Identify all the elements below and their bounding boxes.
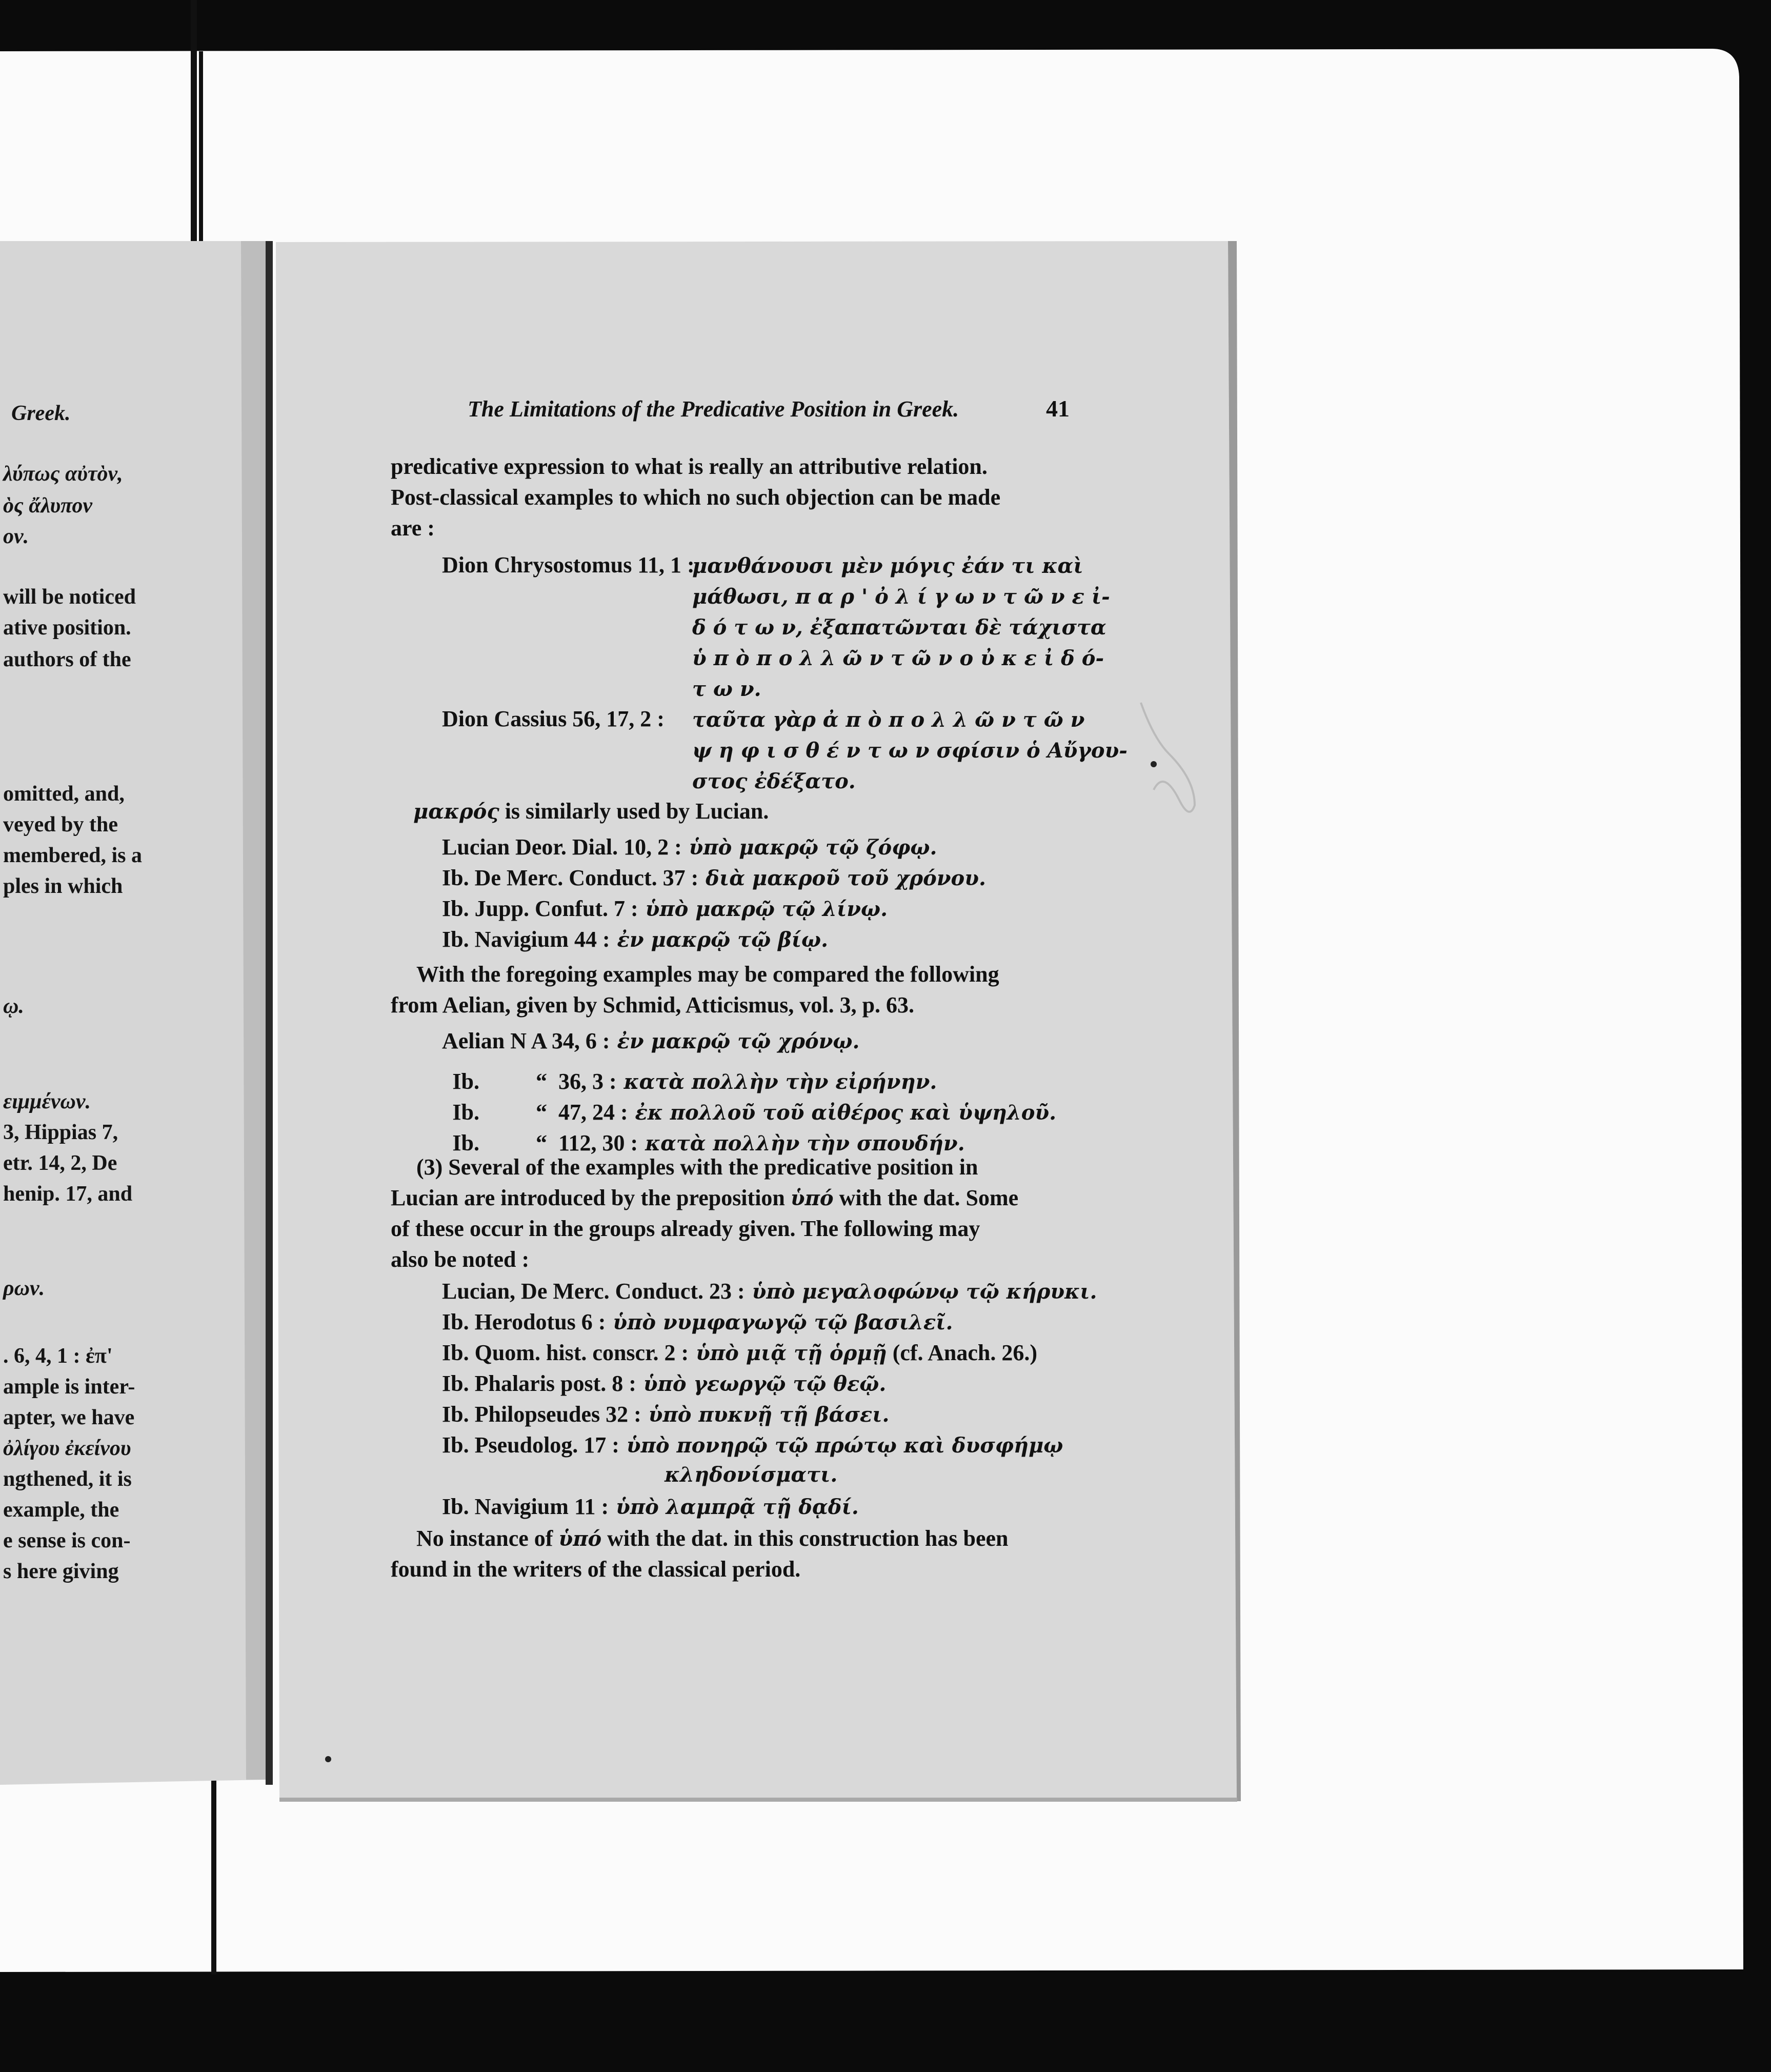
body-text: with the dat. Some [833, 1185, 1019, 1210]
greek-quote: ὑπὸ πυκνῇ τῇ βάσει. [641, 1403, 890, 1427]
example-line [442, 895, 888, 922]
page-number: 41 [1046, 395, 1070, 422]
greek-quote-line: τ ω ν. [692, 677, 761, 701]
left-fragment: λύπως αὐτὸν, [3, 462, 123, 486]
left-fragment: . 6, 4, 1 : ἐπ' [3, 1344, 113, 1368]
greek-quote-line: στος ἐδέξατο. [692, 769, 856, 793]
makros-line [413, 798, 769, 824]
citation-source: Lucian, De Merc. Conduct. 23 : [442, 1279, 745, 1304]
citation-source: Ib. Phalaris post. 8 : [442, 1371, 636, 1396]
body-line: of these occur in the groups already given. The following may [391, 1216, 980, 1241]
citation-source: Ib. “ 36, 3 : [452, 1069, 617, 1094]
citation-source: Ib. Philopseudes 32 : [442, 1402, 641, 1427]
example-line [442, 1493, 859, 1520]
running-head: The Limitations of the Predicative Position in Greek. [468, 396, 959, 422]
citation-source: Ib. De Merc. Conduct. 37 : [442, 865, 699, 890]
left-fragment: ngthened, it is [3, 1467, 132, 1491]
citation-source: Aelian N A 34, 6 : [442, 1028, 610, 1053]
citation-source: Dion Chrysostomus 11, 1 : [442, 552, 695, 577]
citation-note: (cf. Anach. 26.) [887, 1340, 1037, 1365]
greek-quote-line: ταῦτα γὰρ ἀ π ὸ π ο λ λ ῶ ν τ ῶ ν [692, 708, 1085, 732]
left-fragment: apter, we have [3, 1406, 135, 1429]
left-fragment: ative position. [3, 616, 131, 640]
left-fragment: ειμμένων. [3, 1090, 91, 1113]
greek-quote-line: δ ό τ ω ν, ἐξαπατῶνται δὲ τάχιστα [692, 615, 1106, 640]
example-line [442, 1401, 889, 1427]
greek-quote: διὰ μακροῦ τοῦ χρόνου. [698, 866, 986, 890]
greek-quote: ὑπὸ νυμφαγωγῷ τῷ βασιλεῖ. [606, 1310, 953, 1334]
greek-term: ὑπό [790, 1186, 834, 1210]
body-line: predicative expression to what is really an attributive relation. [391, 454, 988, 479]
greek-quote: ἐν μακρῷ τῷ βίῳ. [610, 928, 829, 952]
left-fragment: Greek. [11, 402, 71, 425]
greek-quote-line: μανθάνουσι μὲν μόγις ἐάν τι καὶ [692, 554, 1083, 578]
example-line [442, 1309, 953, 1335]
greek-quote-line: ψ η φ ι σ θ έ ν τ ω ν σφίσιν ὁ Αὔγου- [692, 739, 1128, 763]
body-line: (3) Several of the examples with the predicative position in [416, 1154, 978, 1180]
greek-quote: κατὰ πολλὴν τὴν εἰρήνην. [616, 1070, 937, 1094]
left-fragment: ὸς ἄλυπον [3, 494, 93, 517]
greek-quote: ἐκ πολλοῦ τοῦ αἰθέρος καὶ ὑψηλοῦ. [628, 1101, 1057, 1125]
body-line [391, 1185, 1018, 1211]
citation-source: Ib. “ 47, 24 : [452, 1100, 628, 1125]
greek-quote-line: κληδονίσματι. [665, 1463, 838, 1487]
citation-source: Ib. “ 112, 30 : [452, 1130, 638, 1155]
greek-term: ὑπό [558, 1527, 602, 1551]
greek-quote-line: ὑ π ὸ π ο λ λ ῶ ν τ ῶ ν ο ὐ κ ε ἰ δ ό- [692, 646, 1104, 670]
left-fragment: example, the [3, 1498, 119, 1522]
citation-source: Ib. Navigium 44 : [442, 927, 610, 952]
citation-source: Ib. Herodotus 6 : [442, 1309, 606, 1334]
body-line: With the foregoing examples may be compared the following [416, 962, 999, 987]
left-fragment: ples in which [3, 874, 123, 898]
citation-source: Ib. Quom. hist. conscr. 2 : [442, 1340, 689, 1365]
body-line [416, 1525, 1008, 1551]
left-fragment: veyed by the [3, 813, 118, 836]
citation-source: Ib. Pseudolog. 17 : [442, 1432, 619, 1458]
body-line: Post-classical examples to which no such objection can be made [391, 485, 1001, 510]
greek-quote: ὑπὸ μιᾷ τῇ ὁρμῇ [689, 1341, 887, 1365]
body-text: with the dat. in this construction has been [601, 1526, 1009, 1551]
greek-quote: ἐν μακρῷ τῷ χρόνῳ. [610, 1029, 860, 1053]
example-line [442, 1278, 1097, 1304]
example-line [442, 1340, 1037, 1366]
example-line [442, 865, 986, 891]
example-line [442, 926, 828, 952]
left-fragment: 3, Hippias 7, [3, 1121, 118, 1144]
body-line: are : [391, 515, 435, 541]
left-fragment: membered, is a [3, 844, 143, 867]
left-fragment: authors of the [3, 648, 131, 671]
left-fragment: ὀλίγου ἐκείνου [3, 1437, 131, 1460]
left-fragment: henip. 17, and [3, 1182, 133, 1206]
left-fragment: ῳ. [3, 994, 24, 1018]
citation-source: Lucian Deor. Dial. 10, 2 : [442, 834, 682, 860]
greek-term: μακρός [413, 800, 499, 824]
greek-quote: κατὰ πολλὴν τὴν σπουδήν. [638, 1131, 965, 1155]
left-fragment: s here giving [3, 1560, 119, 1583]
citation-source: Dion Cassius 56, 17, 2 : [442, 706, 665, 731]
body-text: No instance of [416, 1526, 559, 1551]
greek-quote: ὑπὸ μεγαλοφώνῳ τῷ κήρυκι. [744, 1280, 1097, 1304]
example-line [442, 1432, 1063, 1458]
example-line [442, 1370, 886, 1397]
citation-source: Ib. Navigium 11 : [442, 1494, 609, 1519]
greek-quote: ὑπὸ λαμπρᾷ τῇ δᾳδί. [609, 1495, 859, 1519]
left-fragment: will be noticed [3, 585, 136, 609]
left-fragment: omitted, and, [3, 782, 125, 806]
body-line: from Aelian, given by Schmid, Atticismus, vol. 3, p. 63. [391, 992, 915, 1018]
greek-quote: ὑπὸ μακρῷ τῷ ζόφῳ. [681, 835, 937, 860]
greek-quote-line: μάθωσι, π α ρ ' ὀ λ ί γ ω ν τ ῶ ν ε ἰ- [692, 585, 1110, 609]
left-fragment: e sense is con- [3, 1529, 131, 1552]
example-line [442, 1028, 859, 1054]
left-fragment: etr. 14, 2, De [3, 1151, 117, 1175]
body-line: also be noted : [391, 1247, 530, 1272]
citation-source: Ib. Jupp. Confut. 7 : [442, 896, 638, 921]
left-fragment: ample is inter- [3, 1375, 135, 1399]
greek-quote: ὑπὸ γεωργῷ τῷ θεῷ. [636, 1372, 887, 1396]
left-fragment: ρων. [3, 1277, 45, 1300]
body-text: is similarly used by Lucian. [499, 799, 769, 824]
greek-quote: ὑπὸ πονηρῷ τῷ πρώτῳ καὶ δυσφήμῳ [619, 1433, 1063, 1458]
body-line: found in the writers of the classical period. [391, 1557, 801, 1582]
greek-quote: ὑπὸ μακρῷ τῷ λίνῳ. [638, 897, 888, 921]
left-fragment: ον. [3, 525, 29, 548]
example-line [442, 834, 937, 860]
body-text: Lucian are introduced by the preposition [391, 1185, 791, 1210]
